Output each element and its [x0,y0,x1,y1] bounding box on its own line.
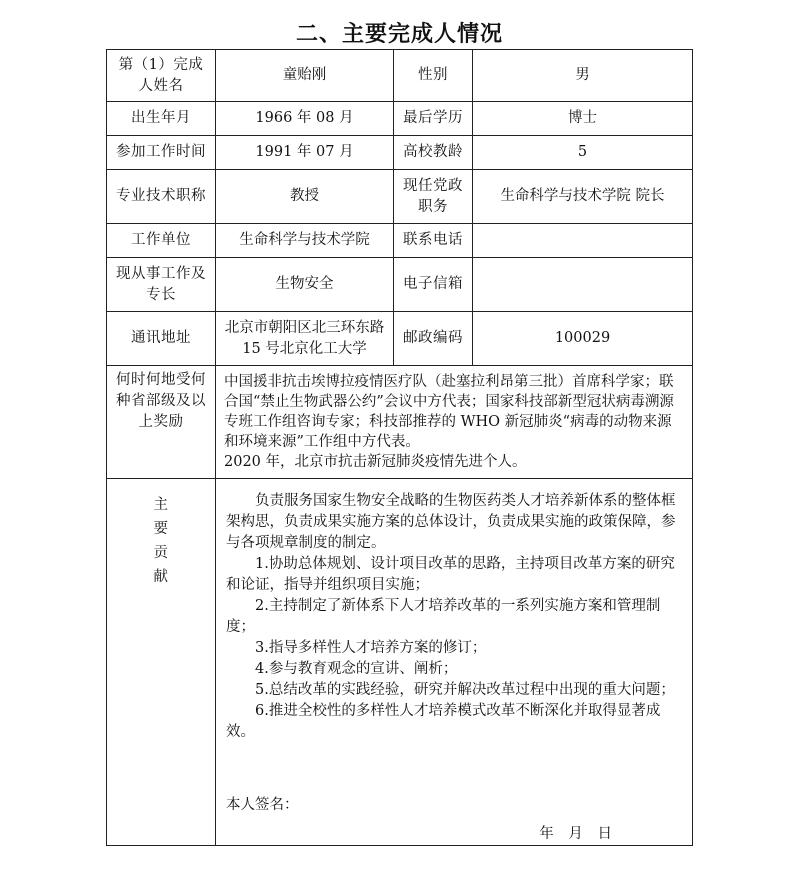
contribution-item: 4.参与教育观念的宣讲、阐析； [255,661,458,677]
contribution-label-char: 要 [153,521,169,537]
table-row [107,224,693,258]
postcode-value: 100029 [473,312,693,366]
specialty-value: 生物安全 [216,258,394,312]
email-label: 电子信箱 [394,258,473,312]
title-value: 教授 [216,170,394,224]
contribution-label-char: 贡 [153,545,169,561]
table-row [107,312,693,366]
gender-label: 性别 [394,50,473,102]
birth-value: 1966 年 08 月 [216,102,394,136]
table-row [107,170,693,224]
person-info-table [106,49,693,846]
employer-value: 生命科学与技术学院 [216,224,394,258]
postcode-label: 邮政编码 [394,312,473,366]
party-position-value: 生命科学与技术学院 院长 [473,170,693,224]
address-label: 通讯地址 [107,312,216,366]
contribution-label [107,479,216,846]
education-value: 博士 [473,102,693,136]
contribution-item: 6.推进全校性的多样性人才培养模式改革不断深化并取得显著成效。 [226,703,661,740]
address-value: 北京市朝阳区北三环东路 15 号北京化工大学 [216,312,394,366]
contribution-label-char: 主 [153,497,169,513]
table-row [107,136,693,170]
birth-label: 出生年月 [107,102,216,136]
awards-line: 中国援非抗击埃博拉疫情医疗队（赴塞拉利昂第三批）首席科学家；联合国“禁止生物武器公约”会议中方代表；国家科技部新型冠状病毒溯源专班工作组咨询专家；科技部推荐的 WHO 新冠肺炎“病毒的动物来源和环境来源”工作组中方代表。 [224,374,674,450]
contribution-intro: 负责服务国家生物安全战略的生物医药类人才培养新体系的整体框架构思，负责成果实施方案的总体设计，负责成果实施的政策保障，参与各项规章制度的制定。 [226,493,676,551]
phone-value [473,224,693,258]
signature-date: 年 月 日 [539,826,612,842]
email-value [473,258,693,312]
table-row [107,50,693,102]
party-position-label: 现任党政职务 [394,170,473,224]
awards-label: 何时何地受何种省部级及以上奖励 [107,366,216,479]
name-value: 童贻刚 [216,50,394,102]
contribution-content [216,479,693,846]
page-title: 二、主要完成人情况 [295,22,503,47]
table-row [107,366,693,479]
teaching-years-value: 5 [473,136,693,170]
name-label: 第（1）完成人姓名 [107,50,216,102]
contribution-item: 5.总结改革的实践经验，研究并解决改革过程中出现的重大问题； [255,682,675,698]
contribution-item: 3.指导多样性人才培养方案的修订； [255,640,487,656]
teaching-years-label: 高校教龄 [394,136,473,170]
contribution-label-char: 献 [153,569,169,585]
work-start-value: 1991 年 07 月 [216,136,394,170]
awards-content [216,366,693,479]
phone-label: 联系电话 [394,224,473,258]
table-row [107,479,693,846]
work-start-label: 参加工作时间 [107,136,216,170]
employer-label: 工作单位 [107,224,216,258]
specialty-label: 现从事工作及专长 [107,258,216,312]
contribution-item: 2.主持制定了新体系下人才培养改革的一系列实施方案和管理制度； [226,598,661,635]
signature-label: 本人签名： [226,797,299,813]
contribution-item: 1.协助总体规划、设计项目改革的思路，主持项目改革方案的研究和论证，指导并组织项目实施； [226,556,675,593]
awards-line: 2020 年，北京市抗击新冠肺炎疫情先进个人。 [224,454,527,470]
table-row [107,102,693,136]
education-label: 最后学历 [394,102,473,136]
table-row [107,258,693,312]
title-label: 专业技术职称 [107,170,216,224]
gender-value: 男 [473,50,693,102]
